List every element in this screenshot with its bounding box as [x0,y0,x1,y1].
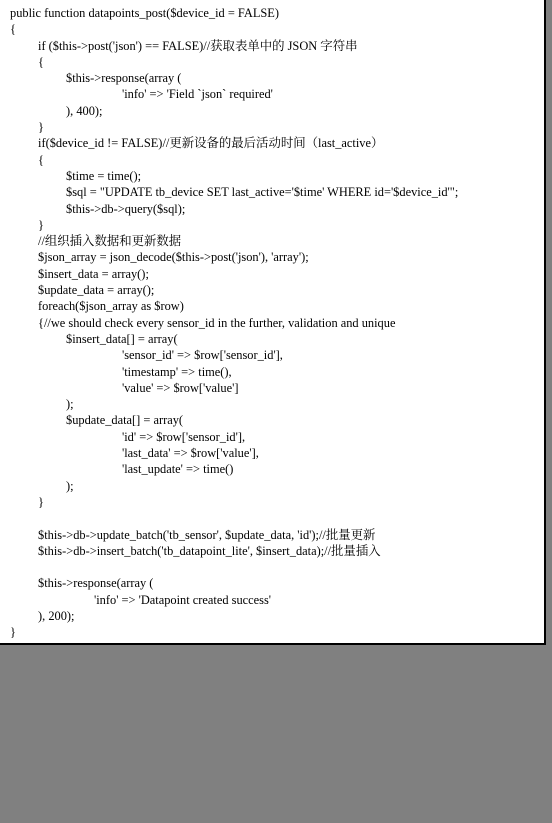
code-line: { [38,54,44,69]
code-line: 'last_update' => time() [122,462,234,477]
code-block [10,5,540,641]
code-line: $update_data[] = array( [66,413,184,428]
code-line: 'info' => 'Datapoint created success' [94,592,272,607]
code-line: if($device_id != FALSE)//更新设备的最后活动时间（last_active） [38,136,384,151]
code-line: $this->response(array ( [66,71,182,86]
code-line [10,559,540,575]
code-line: $update_data = array(); [38,283,155,298]
code-line: { [38,152,44,167]
code-line: } [38,217,44,232]
code-line: { [10,22,16,37]
code-line: $this->db->update_batch('tb_sensor', $update_data, 'id');//批量更新 [38,527,376,542]
code-line: 'timestamp' => time(), [122,364,232,379]
code-line: 'id' => $row['sensor_id'], [122,429,246,444]
code-line: 'value' => $row['value'] [122,380,239,395]
code-line: $insert_data[] = array( [66,331,178,346]
code-line: 'sensor_id' => $row['sensor_id'], [122,348,283,363]
code-line: $this->db->insert_batch('tb_datapoint_lite', $insert_data);//批量插入 [38,543,381,558]
code-line: $json_array = json_decode($this->post('json'), 'array'); [38,250,309,265]
code-line: $time = time(); [66,168,142,183]
code-line: ), 200); [38,608,75,623]
code-line: } [38,120,44,135]
code-line: ); [66,397,74,412]
code-line: public function datapoints_post($device_id = FALSE) [10,6,279,20]
code-line: } [38,494,44,509]
code-line: $insert_data = array(); [38,266,149,281]
code-line: ); [66,478,74,493]
code-line: 'info' => 'Field `json` required' [122,87,273,102]
code-line: } [10,625,16,640]
code-line: 'last_data' => $row['value'], [122,446,259,461]
code-line: //组织插入数据和更新数据 [38,234,182,249]
code-line: foreach($json_array as $row) [38,299,184,314]
code-line [10,510,540,526]
code-line: ), 400); [66,103,103,118]
code-line: $this->response(array ( [38,576,154,591]
code-line: if ($this->post('json') == FALSE)//获取表单中的 JSON 字符串 [38,38,358,53]
code-line: $this->db->query($sql); [66,201,186,216]
code-line: $sql = "UPDATE tb_device SET last_active='$time' WHERE id='$device_id'"; [66,185,459,200]
code-line: {//we should check every sensor_id in the further, validation and unique [38,315,396,330]
